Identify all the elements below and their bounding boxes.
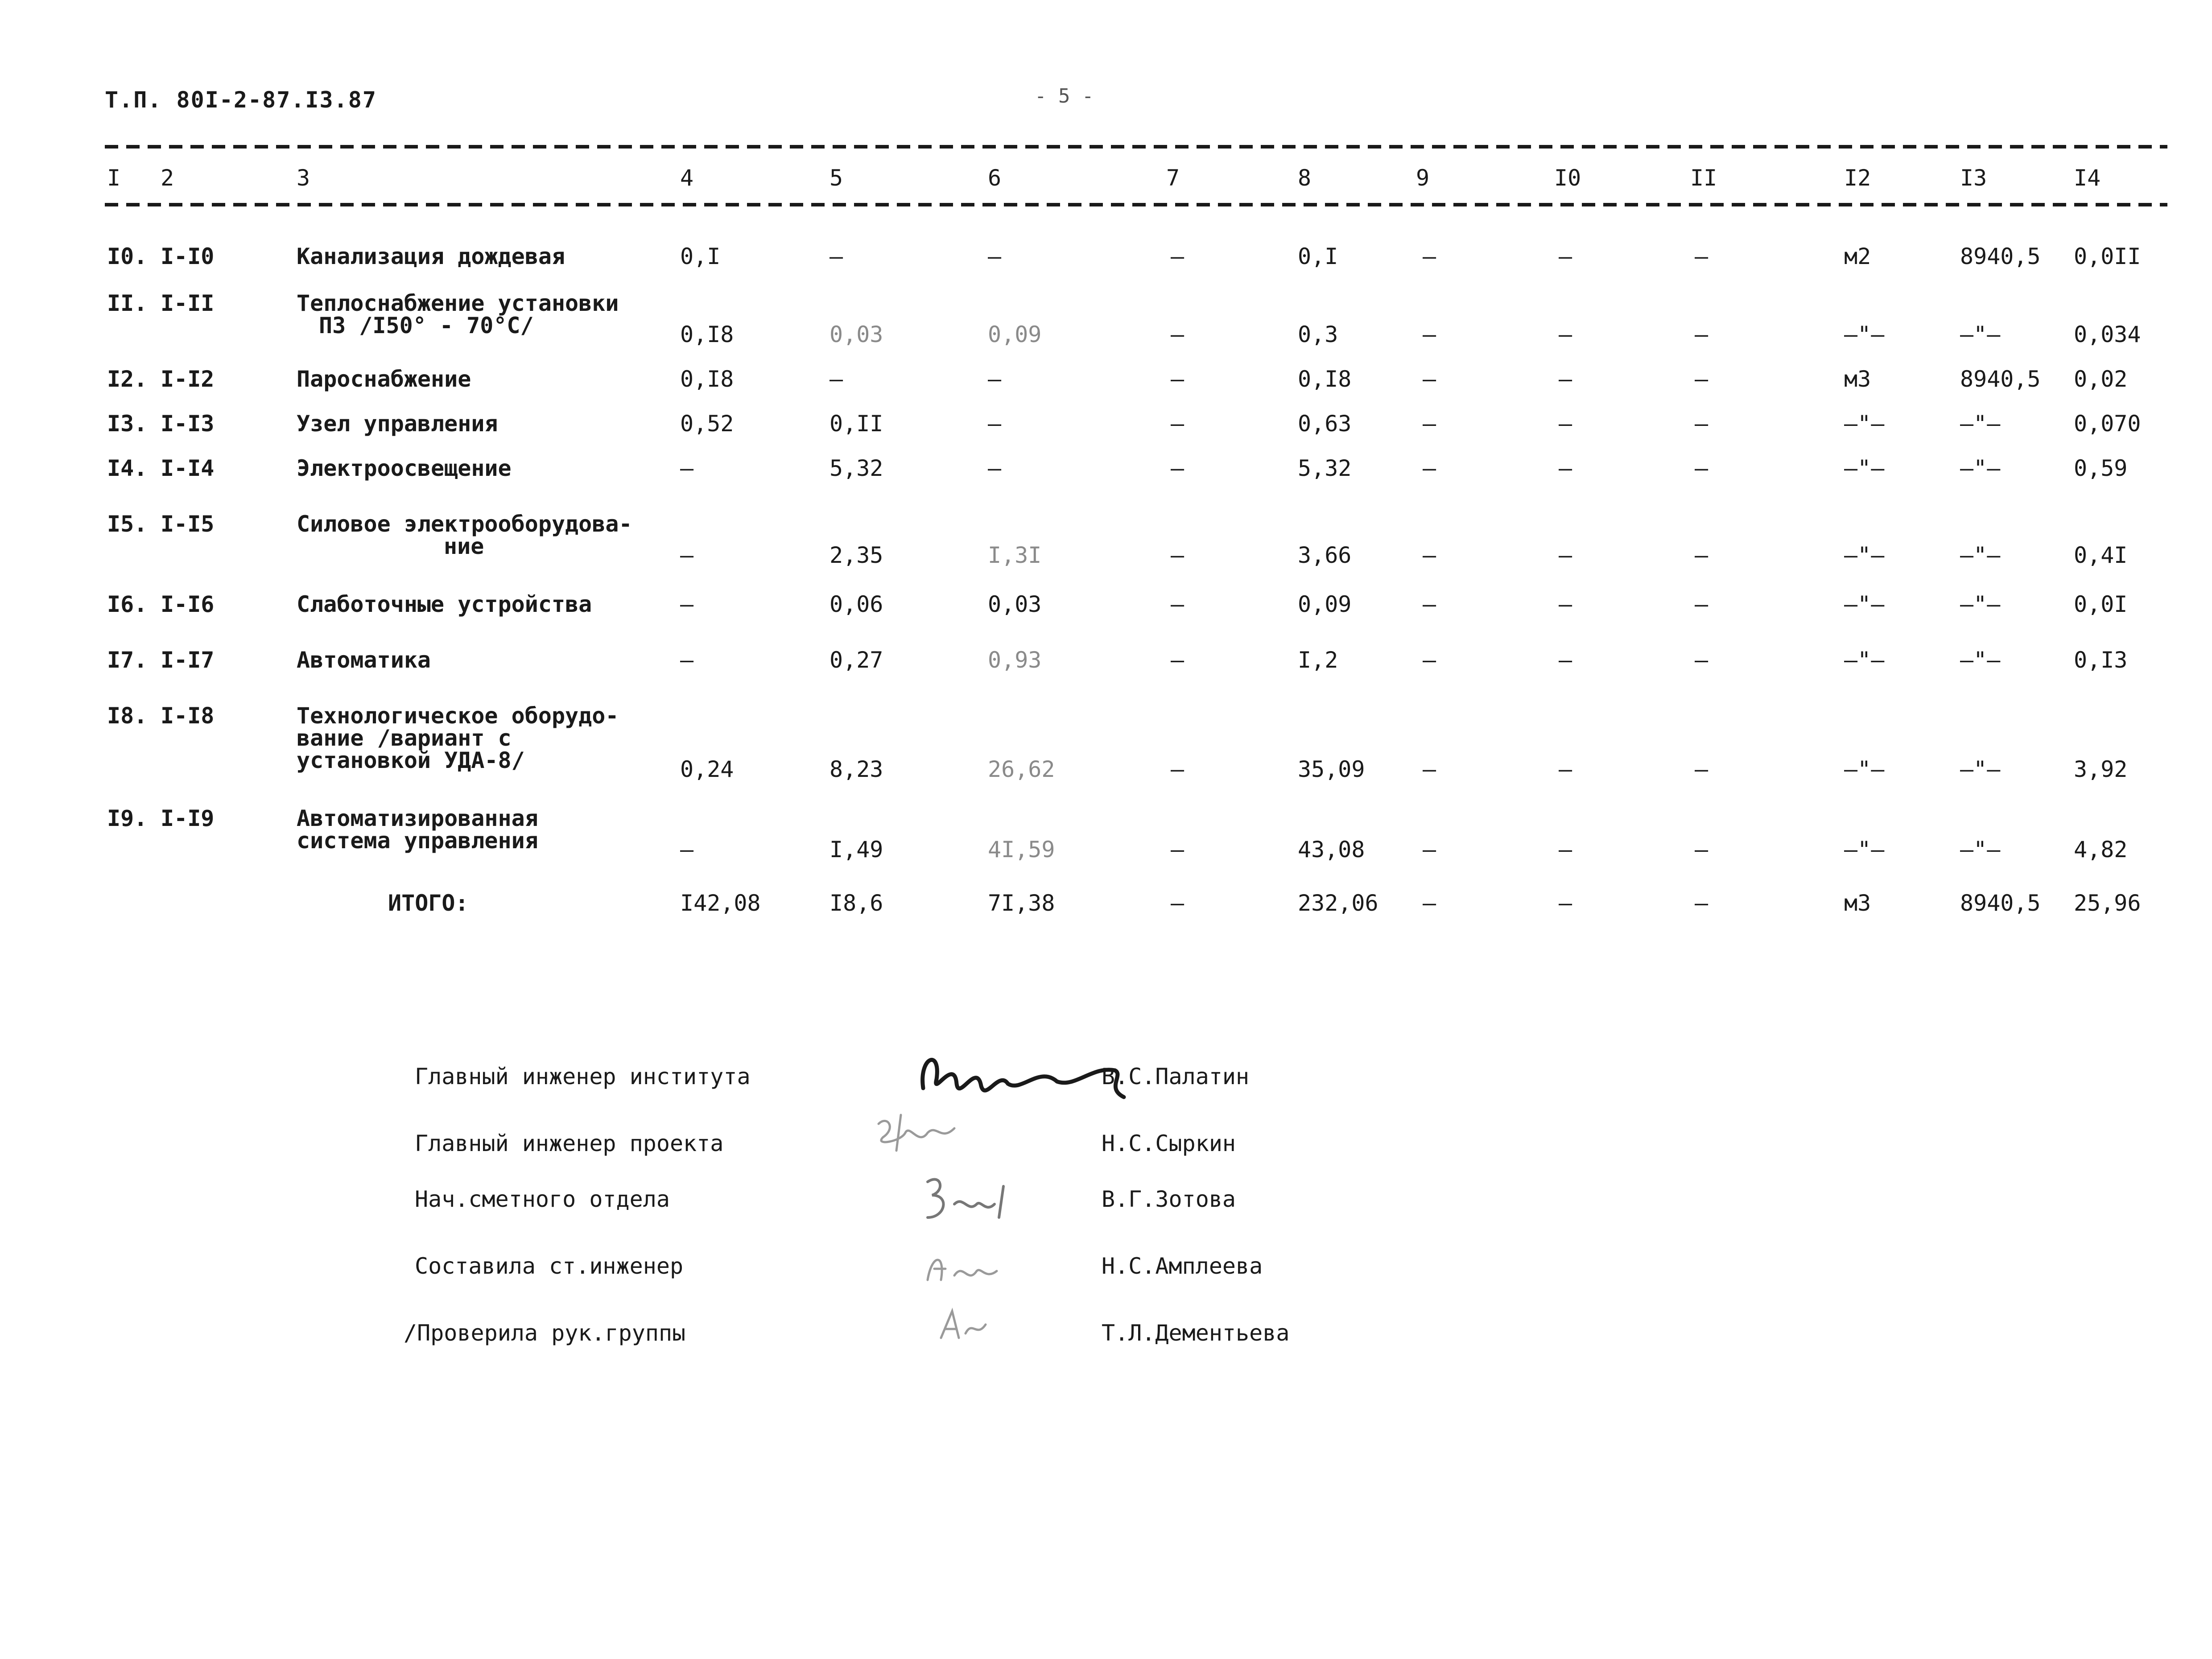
total-c9: –	[1423, 890, 1436, 916]
row-name-line: Канализация дождевая	[297, 243, 565, 269]
signature-mark-dementyeva	[932, 1302, 999, 1347]
cell-c11: –	[1695, 366, 1709, 392]
signature-mark-zotova	[914, 1168, 1012, 1231]
total-label: ИТОГО:	[388, 890, 469, 916]
signatory-name: В.Г.Зотова	[1102, 1186, 1236, 1212]
row-name-line: Автоматизированная	[297, 805, 538, 831]
cell-c4: –	[680, 455, 694, 481]
cell-c10: –	[1559, 411, 1572, 437]
cell-c11: –	[1695, 591, 1709, 617]
signature-title: Главный инженер проекта	[415, 1131, 724, 1156]
cell-c11: –	[1695, 455, 1709, 481]
column-header: 9	[1416, 165, 1430, 191]
cell-c6: 0,09	[988, 322, 1042, 347]
total-c8: 232,06	[1298, 890, 1378, 916]
total-c14: 25,96	[2074, 890, 2141, 916]
cell-c5: –	[830, 366, 843, 392]
row-code: I-I2	[161, 366, 215, 392]
signature-title: Главный инженер института	[415, 1064, 751, 1089]
cell-c14: 0,4I	[2074, 542, 2128, 568]
cell-c14: 0,I3	[2074, 647, 2128, 673]
cell-c12: –"–	[1844, 591, 1885, 617]
cell-c6: –	[988, 243, 1002, 269]
cell-c7: –	[1171, 837, 1184, 863]
cell-c6: 26,62	[988, 756, 1055, 782]
row-name	[297, 513, 632, 557]
row-number: II.	[107, 290, 148, 316]
cell-c11: –	[1695, 411, 1709, 437]
cell-c6: –	[988, 366, 1002, 392]
signature-title: Составила ст.инженер	[415, 1253, 684, 1279]
cell-c4: 0,I	[680, 243, 721, 269]
cell-c8: 43,08	[1298, 837, 1365, 863]
cell-c14: 4,82	[2074, 837, 2128, 863]
cell-c14: 0,59	[2074, 455, 2128, 481]
column-header: 2	[161, 165, 174, 191]
total-c10: –	[1559, 890, 1572, 916]
row-number: I0.	[107, 243, 148, 269]
cell-c9: –	[1423, 243, 1436, 269]
cell-c10: –	[1559, 455, 1572, 481]
cell-c13: –"–	[1960, 411, 2001, 437]
row-name	[297, 245, 565, 268]
column-header: I2	[1844, 165, 1871, 191]
cell-c9: –	[1423, 322, 1436, 347]
cell-c14: 0,0II	[2074, 243, 2141, 269]
row-code: I-I7	[161, 647, 215, 673]
cell-c7: –	[1171, 455, 1184, 481]
cell-c12: –"–	[1844, 455, 1885, 481]
cell-c6: 4I,59	[988, 837, 1055, 863]
cell-c5: –	[830, 243, 843, 269]
total-c7: –	[1171, 890, 1184, 916]
row-name-line: Электроосвещение	[297, 455, 512, 481]
column-header: 8	[1298, 165, 1312, 191]
cell-c13: –"–	[1960, 647, 2001, 673]
cell-c12: –"–	[1844, 322, 1885, 347]
column-header: I3	[1960, 165, 1987, 191]
row-number: I9.	[107, 805, 148, 831]
signature-mark-ampleeva	[919, 1244, 1008, 1293]
cell-c8: 3,66	[1298, 542, 1352, 568]
row-number: I4.	[107, 455, 148, 481]
row-code: I-II	[161, 290, 215, 316]
cell-c7: –	[1171, 647, 1184, 673]
cell-c6: I,3I	[988, 542, 1042, 568]
column-header: I0	[1554, 165, 1581, 191]
cell-c14: 0,02	[2074, 366, 2128, 392]
cell-c12: –"–	[1844, 542, 1885, 568]
total-c6: 7I,38	[988, 890, 1055, 916]
row-code: I-I4	[161, 455, 215, 481]
cell-c11: –	[1695, 647, 1709, 673]
cell-c7: –	[1171, 756, 1184, 782]
row-name-line: вание /вариант с	[297, 725, 512, 751]
table-header-rule	[105, 203, 2167, 206]
cell-c10: –	[1559, 366, 1572, 392]
cell-c4: 0,52	[680, 411, 734, 437]
total-c5: I8,6	[830, 890, 883, 916]
cell-c11: –	[1695, 837, 1709, 863]
signatory-name: Т.Л.Дементьева	[1102, 1320, 1290, 1346]
row-name-line: Пароснабжение	[297, 366, 471, 392]
row-name-line: система управления	[297, 828, 538, 854]
row-name	[297, 593, 592, 615]
cell-c8: I,2	[1298, 647, 1338, 673]
row-name-line: ПЗ /I50° - 70°С/	[319, 313, 534, 338]
cell-c9: –	[1423, 837, 1436, 863]
column-header: I	[107, 165, 121, 191]
cell-c9: –	[1423, 366, 1436, 392]
table-top-rule	[105, 145, 2167, 149]
cell-c9: –	[1423, 455, 1436, 481]
row-code: I-I0	[161, 243, 215, 269]
cell-c8: 0,3	[1298, 322, 1338, 347]
cell-c8: 0,I	[1298, 243, 1338, 269]
cell-c5: 0,II	[830, 411, 883, 437]
signatory-name: В.С.Палатин	[1102, 1064, 1250, 1089]
signature-mark-syrkin	[870, 1110, 968, 1164]
signatory-name: Н.С.Амплеева	[1102, 1253, 1263, 1279]
cell-c5: 0,03	[830, 322, 883, 347]
cell-c11: –	[1695, 542, 1709, 568]
cell-c5: I,49	[830, 837, 883, 863]
total-c11: –	[1695, 890, 1709, 916]
cell-c13: –"–	[1960, 455, 2001, 481]
cell-c13: –"–	[1960, 837, 2001, 863]
column-header: I4	[2074, 165, 2101, 191]
cell-c9: –	[1423, 591, 1436, 617]
row-name-line: установкой УДА-8/	[297, 747, 525, 773]
cell-c13: –"–	[1960, 591, 2001, 617]
cell-c8: 0,09	[1298, 591, 1352, 617]
row-name	[297, 368, 471, 390]
row-number: I7.	[107, 647, 148, 673]
cell-c10: –	[1559, 542, 1572, 568]
cell-c4: –	[680, 542, 694, 568]
total-c12: м3	[1844, 890, 1871, 916]
row-name-line: Теплоснабжение установки	[297, 290, 619, 316]
row-number: I2.	[107, 366, 148, 392]
column-header: 5	[830, 165, 843, 191]
total-c13: 8940,5	[1960, 890, 2041, 916]
cell-c14: 0,070	[2074, 411, 2141, 437]
cell-c12: м3	[1844, 366, 1871, 392]
cell-c12: –"–	[1844, 756, 1885, 782]
cell-c9: –	[1423, 542, 1436, 568]
row-name-line: Силовое электрооборудова-	[297, 511, 632, 537]
column-header: 7	[1166, 165, 1180, 191]
cell-c12: –"–	[1844, 647, 1885, 673]
signature-title: /Проверила рук.группы	[404, 1320, 686, 1346]
cell-c5: 5,32	[830, 455, 883, 481]
signature-title: Нач.сметного отдела	[415, 1186, 670, 1212]
cell-c5: 0,06	[830, 591, 883, 617]
cell-c8: 5,32	[1298, 455, 1352, 481]
cell-c12: –"–	[1844, 411, 1885, 437]
cell-c10: –	[1559, 322, 1572, 347]
cell-c8: 0,I8	[1298, 366, 1352, 392]
cell-c13: –"–	[1960, 756, 2001, 782]
row-name-line: Узел управления	[297, 411, 498, 437]
cell-c7: –	[1171, 322, 1184, 347]
cell-c11: –	[1695, 322, 1709, 347]
cell-c14: 0,0I	[2074, 591, 2128, 617]
cell-c10: –	[1559, 756, 1572, 782]
row-name	[297, 807, 538, 852]
cell-c10: –	[1559, 243, 1572, 269]
cell-c6: 0,03	[988, 591, 1042, 617]
cell-c12: –"–	[1844, 837, 1885, 863]
cell-c4: 0,I8	[680, 322, 734, 347]
cell-c11: –	[1695, 756, 1709, 782]
row-number: I8.	[107, 703, 148, 729]
cell-c4: 0,24	[680, 756, 734, 782]
cell-c9: –	[1423, 411, 1436, 437]
row-number: I5.	[107, 511, 148, 537]
row-number: I3.	[107, 411, 148, 437]
cell-c5: 0,27	[830, 647, 883, 673]
cell-c10: –	[1559, 837, 1572, 863]
row-name	[297, 705, 619, 772]
cell-c6: 0,93	[988, 647, 1042, 673]
row-code: I-I9	[161, 805, 215, 831]
row-code: I-I3	[161, 411, 215, 437]
column-header: 6	[988, 165, 1002, 191]
column-header: II	[1690, 165, 1717, 191]
cell-c7: –	[1171, 542, 1184, 568]
cell-c5: 2,35	[830, 542, 883, 568]
cell-c7: –	[1171, 366, 1184, 392]
column-header: 4	[680, 165, 694, 191]
signature-mark-palatin	[914, 1039, 1128, 1110]
page-number: - 5 -	[1035, 85, 1094, 107]
cell-c7: –	[1171, 243, 1184, 269]
row-code: I-I6	[161, 591, 215, 617]
cell-c4: –	[680, 837, 694, 863]
cell-c14: 0,034	[2074, 322, 2141, 347]
row-number: I6.	[107, 591, 148, 617]
cell-c7: –	[1171, 411, 1184, 437]
cell-c6: –	[988, 411, 1002, 437]
cell-c4: –	[680, 591, 694, 617]
row-code: I-I5	[161, 511, 215, 537]
signatory-name: Н.С.Сыркин	[1102, 1131, 1236, 1156]
row-name-line: ние	[444, 533, 484, 559]
cell-c13: –"–	[1960, 322, 2001, 347]
total-c4: I42,08	[680, 890, 761, 916]
cell-c13: –"–	[1960, 542, 2001, 568]
cell-c10: –	[1559, 647, 1572, 673]
cell-c11: –	[1695, 243, 1709, 269]
cell-c5: 8,23	[830, 756, 883, 782]
row-code: I-I8	[161, 703, 215, 729]
document-code: Т.П. 80I-2-87.I3.87	[105, 87, 377, 113]
row-name	[297, 649, 431, 671]
row-name	[297, 413, 498, 435]
cell-c12: м2	[1844, 243, 1871, 269]
row-name	[297, 457, 512, 479]
row-name-line: Автоматика	[297, 647, 431, 673]
cell-c8: 35,09	[1298, 756, 1365, 782]
cell-c6: –	[988, 455, 1002, 481]
cell-c7: –	[1171, 591, 1184, 617]
cell-c9: –	[1423, 756, 1436, 782]
row-name	[297, 292, 619, 337]
cell-c13: 8940,5	[1960, 366, 2041, 392]
cell-c4: 0,I8	[680, 366, 734, 392]
column-header: 3	[297, 165, 310, 191]
cell-c4: –	[680, 647, 694, 673]
cell-c13: 8940,5	[1960, 243, 2041, 269]
cell-c9: –	[1423, 647, 1436, 673]
cell-c10: –	[1559, 591, 1572, 617]
cell-c8: 0,63	[1298, 411, 1352, 437]
cell-c14: 3,92	[2074, 756, 2128, 782]
row-name-line: Технологическое оборудо-	[297, 703, 619, 729]
row-name-line: Слаботочные устройства	[297, 591, 592, 617]
